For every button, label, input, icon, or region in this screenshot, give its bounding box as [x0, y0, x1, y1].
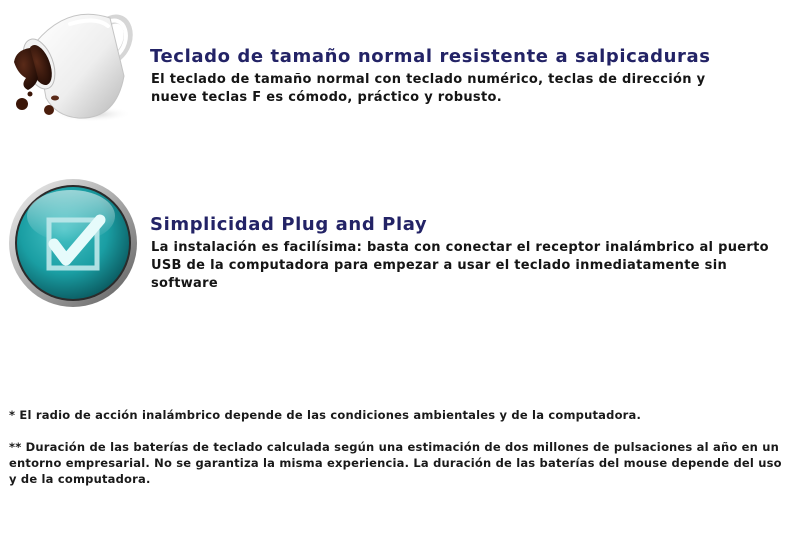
feature-description: El teclado de tamaño normal con teclado numérico, teclas de dirección y nueve teclas F es cómodo, práctico y robusto. — [151, 72, 706, 105]
spilled-coffee-cup-icon — [6, 2, 136, 126]
feature-title: Teclado de tamaño normal resistente a salpicaduras — [150, 46, 711, 67]
feature-spill-resistant — [0, 0, 800, 140]
footnote-battery-life: ** Duración de las baterías de teclado calculada según una estimación de dos millones de pulsaciones al año en un entorno empresarial. No se garantiza la misma experiencia. La duración de las baterías del mouse depende del uso y de la computadora. — [9, 440, 782, 486]
feature-description: La instalación es facilísima: basta con conectar el receptor inalámbrico al puerto USB de la computadora para empezar a usar el teclado inmediatamente sin software — [151, 240, 769, 291]
footnote-wireless-range: * El radio de acción inalámbrico depende de las condiciones ambientales y de la computadora. — [9, 408, 642, 422]
feature-plug-and-play — [0, 170, 800, 320]
footnotes — [9, 407, 784, 503]
checkmark-circle-icon — [8, 178, 142, 312]
feature-title: Simplicidad Plug and Play — [150, 214, 428, 235]
